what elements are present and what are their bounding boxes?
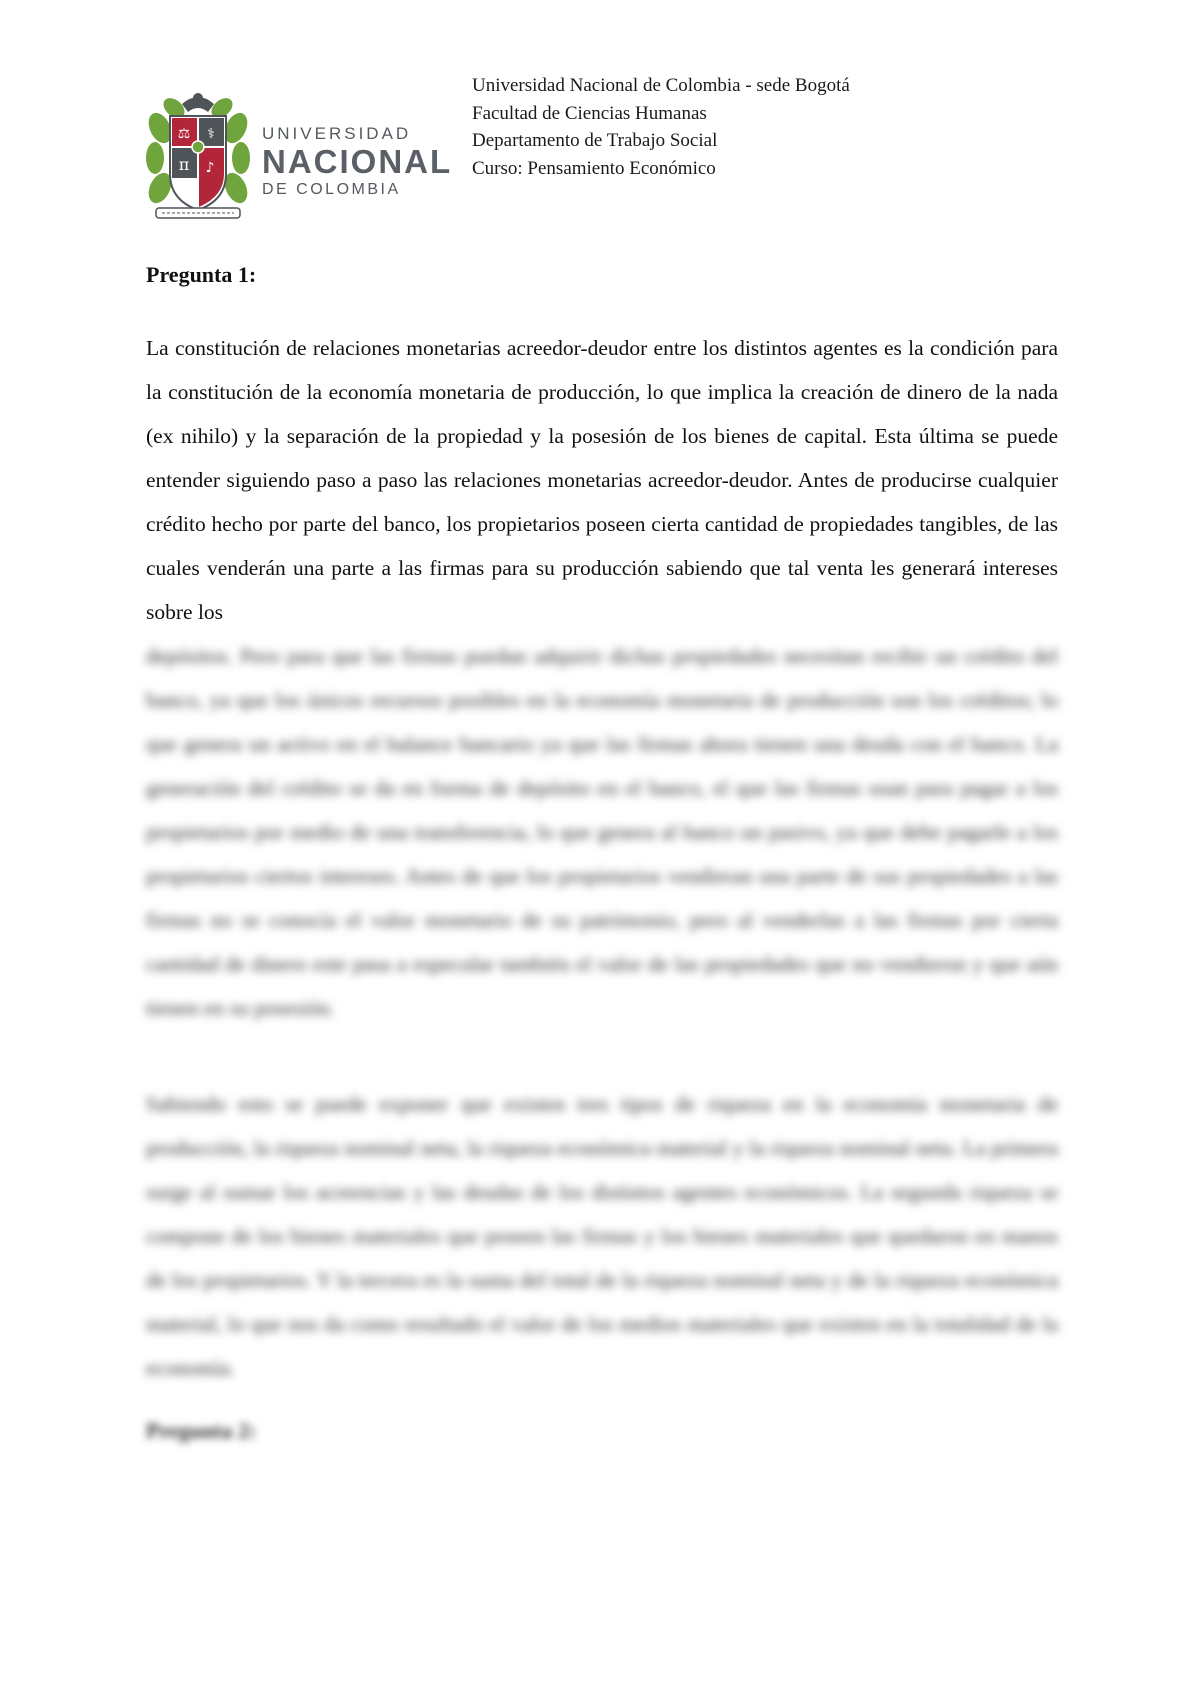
paragraph-blurred-text: depósitos. Pero para que las firmas puedan adquirir dichas propiedades necesitan recibir un crédito del banco, ya que los únicos recursos posibles en la economía monetaria de producción son los créditos; lo que genera un activo en el balance bancario ya que las firmas ahora tienen una deuda con el banco. La generación del crédito se da en forma de depósito en el banco, el que las firmas usan para pagar a los propietarios por medio de una transferencia, lo que genera al banco un pasivo, ya que debe pagarle a los propietarios ciertos intereses. Antes de que los propietarios vendieran una parte de sus propiedades a las firmas no se conocía el valor monetario de su patrimonio, pero al venderlas a las firmas por cierta cantidad de dinero este pasa a especular también el valor de las propiedades que no vendieron y que aún tienen en su posesión.: [146, 644, 1058, 1020]
svg-text:⚖: ⚖: [177, 126, 191, 142]
institution-line: Universidad Nacional de Colombia - sede Bogotá: [472, 75, 850, 96]
institution-info: [472, 72, 850, 182]
course-line: Curso: Pensamiento Económico: [472, 157, 716, 179]
logo-wordmark: [262, 124, 452, 200]
logo-line-3: DE COLOMBIA: [262, 181, 401, 198]
faculty-line: Facultad de Ciencias Humanas: [472, 102, 707, 124]
department-line: Departamento de Trabajo Social: [472, 130, 718, 151]
question-1-heading: Pregunta 1:: [146, 262, 257, 287]
svg-text:π: π: [178, 155, 190, 174]
logo-line-1: UNIVERSIDAD: [262, 124, 412, 143]
question-2-heading: Pregunta 2:: [146, 1418, 257, 1443]
university-logo: [146, 88, 456, 224]
university-seal-icon: [146, 88, 250, 224]
logo-line-2: NACIONAL: [262, 143, 453, 180]
paragraph-visible-text: La constitución de relaciones monetarias acreedor-deudor entre los distintos agentes es la condición para la constitución de la economía monetaria de producción, lo que implica la creación de dinero de la nada (ex nihilo) y la separación de la propiedad y la posesión de los bienes de capital. Esta última se puede entender siguiendo paso a paso las relaciones monetarias acreedor-deudor. Antes de producirse cualquier crédito hecho por parte del banco, los propietarios poseen cierta cantidad de propiedades tangibles, de las cuales venderán una parte a las firmas para su producción sabiendo que tal venta les generará intereses sobre los: [146, 336, 1058, 624]
svg-text:♪: ♪: [205, 160, 215, 176]
question-1-paragraph-1: [146, 326, 1058, 1030]
svg-text:⚕: ⚕: [207, 126, 215, 142]
question-1-paragraph-2: Sabiendo esto se puede exponer que existen tres tipos de riqueza en la economía monetaria de producción, la riqueza nominal neta, la riqueza económica material y la riqueza nominal neta. La primera surge al sumar los acreencias y las deudas de los distintos agentes económicos. La segunda riqueza se compone de los bienes materiales que poseen las firmas y los bienes materiales que quedaron en manos de los propietarios. Y la tercera es la suma del total de la riqueza nominal neta y de la riqueza económica material, lo que nos da como resultado el valor de los medios materiales que existen en la totalidad de la economía.: [146, 1092, 1058, 1380]
